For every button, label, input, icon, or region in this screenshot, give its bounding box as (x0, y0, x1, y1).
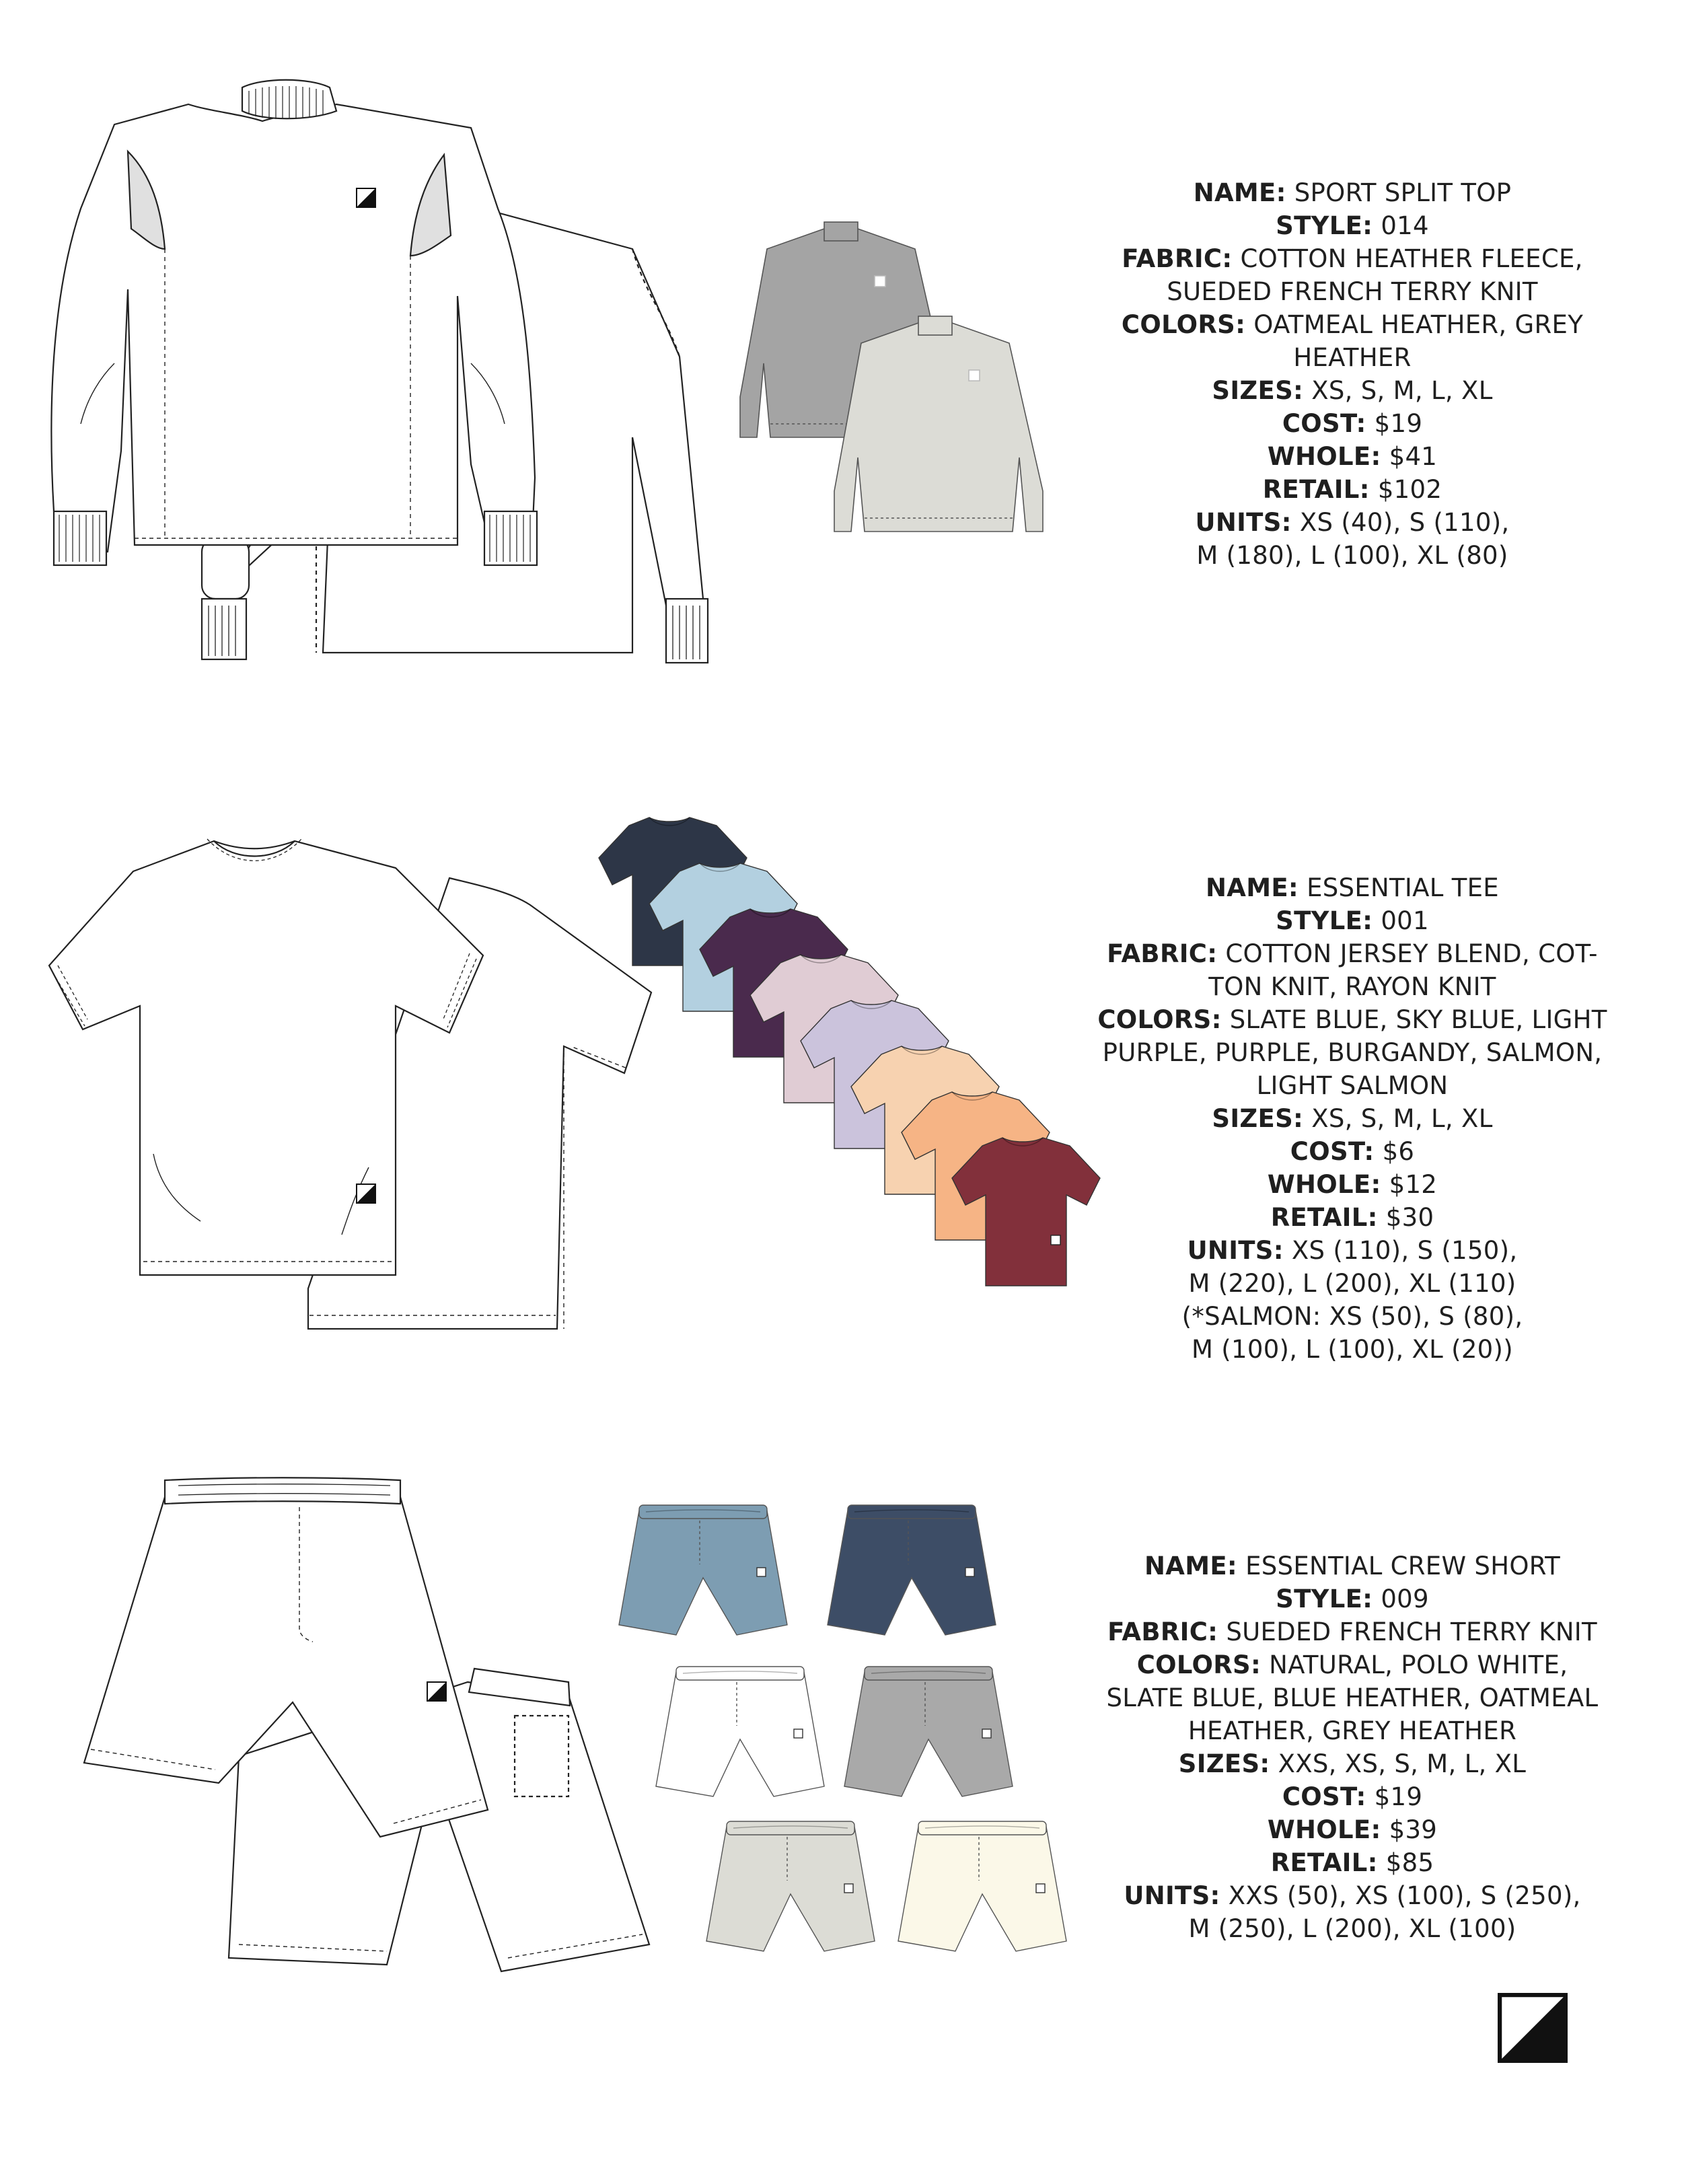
spec-label: COLORS: (1136, 1650, 1262, 1679)
spec-value: $85 (1385, 1848, 1434, 1877)
sport-split-top-specs (1050, 176, 1655, 572)
spec-line (1050, 1135, 1655, 1168)
spec-line (1050, 1168, 1655, 1201)
spec-line (1050, 1813, 1655, 1846)
spec-label: SIZES: (1212, 1104, 1304, 1133)
spec-line (1050, 1003, 1655, 1036)
spec-label: COST: (1282, 1782, 1366, 1811)
spec-line (1050, 1234, 1655, 1267)
spec-value: SLATE BLUE, SKY BLUE, LIGHT (1229, 1005, 1607, 1034)
spec-line (1050, 1846, 1655, 1879)
spec-value: M (220), L (200), XL (110) (1188, 1269, 1516, 1298)
spec-line (1050, 904, 1655, 937)
spec-line (1050, 970, 1655, 1003)
spec-value: COTTON HEATHER FLEECE, (1240, 244, 1583, 273)
spec-value: XXS, XS, S, M, L, XL (1278, 1749, 1527, 1778)
spec-value: (*SALMON: XS (50), S (80), (1181, 1302, 1523, 1331)
spec-label: WHOLE: (1267, 442, 1381, 471)
product-essential-tee (0, 774, 1682, 1413)
spec-label: UNITS: (1124, 1881, 1220, 1910)
spec-label: FABRIC: (1107, 939, 1218, 968)
spec-value: $102 (1377, 475, 1442, 504)
spec-line (1050, 539, 1655, 572)
spec-label: UNITS: (1195, 508, 1292, 537)
short-colorway (844, 1667, 1013, 1796)
spec-line (1050, 275, 1655, 308)
spec-label: STYLE: (1276, 1585, 1373, 1613)
spec-line (1050, 341, 1655, 374)
spec-line (1050, 1036, 1655, 1069)
spec-value: XS, S, M, L, XL (1311, 376, 1493, 405)
spec-value: LIGHT SALMON (1256, 1071, 1449, 1100)
spec-line (1050, 1714, 1655, 1747)
essential-crew-short-flat-sketch (84, 1473, 649, 1985)
spec-label: RETAIL: (1270, 1203, 1378, 1232)
spec-value: XS (40), S (110), (1299, 508, 1510, 537)
brand-logo-icon (1498, 1993, 1568, 2063)
spec-label: WHOLE: (1267, 1815, 1381, 1844)
spec-label: WHOLE: (1267, 1170, 1381, 1199)
spec-line (1050, 242, 1655, 275)
sport-split-top-flat-sketch (40, 74, 713, 666)
product-sport-split-top (0, 0, 1682, 706)
top-colorway (834, 316, 1043, 532)
short-colorway (619, 1505, 787, 1635)
spec-value: XXS (50), XS (100), S (250), (1228, 1881, 1581, 1910)
spec-value: ESSENTIAL CREW SHORT (1245, 1552, 1560, 1580)
spec-value: COTTON JERSEY BLEND, COT- (1225, 939, 1598, 968)
spec-line (1050, 473, 1655, 506)
spec-value: $6 (1382, 1137, 1415, 1166)
spec-line (1050, 1747, 1655, 1780)
spec-value: SLATE BLUE, BLUE HEATHER, OATMEAL (1106, 1683, 1599, 1712)
spec-line (1050, 937, 1655, 970)
spec-label: COLORS: (1097, 1005, 1222, 1034)
spec-label: RETAIL: (1270, 1848, 1378, 1877)
spec-value: 009 (1381, 1585, 1429, 1613)
essential-tee-flat-sketch (46, 831, 651, 1329)
spec-line (1050, 1879, 1655, 1912)
spec-value: PURPLE, PURPLE, BURGANDY, SALMON, (1102, 1038, 1603, 1067)
spec-value: XS, S, M, L, XL (1311, 1104, 1493, 1133)
spec-value: $30 (1385, 1203, 1434, 1232)
spec-value: M (180), L (100), XL (80) (1196, 541, 1508, 570)
spec-value: $19 (1374, 409, 1423, 438)
short-colorway (828, 1505, 996, 1635)
spec-line (1050, 374, 1655, 407)
essential-crew-short-specs (1050, 1550, 1655, 1945)
essential-tee-specs (1050, 871, 1655, 1366)
spec-line (1050, 1300, 1655, 1333)
spec-line (1050, 1648, 1655, 1681)
spec-value: ESSENTIAL TEE (1307, 873, 1499, 902)
spec-line (1050, 407, 1655, 440)
spec-value: SUEDED FRENCH TERRY KNIT (1226, 1617, 1597, 1646)
spec-label: FABRIC: (1107, 1617, 1218, 1646)
spec-value: OATMEAL HEATHER, GREY (1253, 310, 1584, 339)
spec-line (1050, 1201, 1655, 1234)
short-colorway (898, 1821, 1066, 1951)
spec-value: 001 (1381, 906, 1429, 935)
spec-label: COST: (1290, 1137, 1375, 1166)
spec-label: STYLE: (1276, 211, 1373, 240)
spec-line (1050, 209, 1655, 242)
spec-line (1050, 1267, 1655, 1300)
spec-label: FABRIC: (1122, 244, 1233, 273)
spec-value: $12 (1389, 1170, 1438, 1199)
spec-line (1050, 308, 1655, 341)
spec-line (1050, 1582, 1655, 1615)
product-essential-crew-short (0, 1447, 1682, 1985)
spec-label: SIZES: (1212, 376, 1304, 405)
spec-value: $39 (1389, 1815, 1438, 1844)
spec-label: COLORS: (1121, 310, 1246, 339)
sport-split-top-colorways (723, 222, 1060, 545)
spec-line (1050, 1615, 1655, 1648)
spec-value: NATURAL, POLO WHITE, (1269, 1650, 1568, 1679)
spec-value: HEATHER, GREY HEATHER (1187, 1716, 1517, 1745)
spec-label: UNITS: (1187, 1236, 1284, 1265)
spec-label: RETAIL: (1262, 475, 1370, 504)
spec-line (1050, 440, 1655, 473)
spec-value: XS (110), S (150), (1291, 1236, 1518, 1265)
spec-line (1050, 1780, 1655, 1813)
spec-line (1050, 1333, 1655, 1366)
spec-value: $41 (1389, 442, 1438, 471)
spec-line (1050, 1069, 1655, 1102)
spec-value: M (250), L (200), XL (100) (1188, 1914, 1516, 1943)
spec-value: SUEDED FRENCH TERRY KNIT (1167, 277, 1538, 306)
short-colorway (706, 1821, 875, 1951)
spec-value: 014 (1381, 211, 1429, 240)
spec-value: TON KNIT, RAYON KNIT (1208, 972, 1496, 1001)
spec-line (1050, 1550, 1655, 1582)
spec-line (1050, 1681, 1655, 1714)
essential-crew-short-colorways (612, 1504, 1076, 1975)
spec-value: SPORT SPLIT TOP (1294, 178, 1512, 207)
spec-label: NAME: (1193, 178, 1286, 207)
spec-line (1050, 1912, 1655, 1945)
spec-label: COST: (1282, 409, 1366, 438)
spec-line (1050, 506, 1655, 539)
spec-label: SIZES: (1178, 1749, 1270, 1778)
short-colorway (656, 1667, 824, 1796)
spec-value: M (100), L (100), XL (20)) (1192, 1335, 1513, 1364)
spec-line (1050, 1102, 1655, 1135)
spec-label: NAME: (1144, 1552, 1237, 1580)
spec-value: $19 (1374, 1782, 1423, 1811)
spec-line (1050, 871, 1655, 904)
spec-label: NAME: (1206, 873, 1299, 902)
spec-line (1050, 176, 1655, 209)
spec-label: STYLE: (1276, 906, 1373, 935)
spec-value: HEATHER (1293, 343, 1412, 372)
